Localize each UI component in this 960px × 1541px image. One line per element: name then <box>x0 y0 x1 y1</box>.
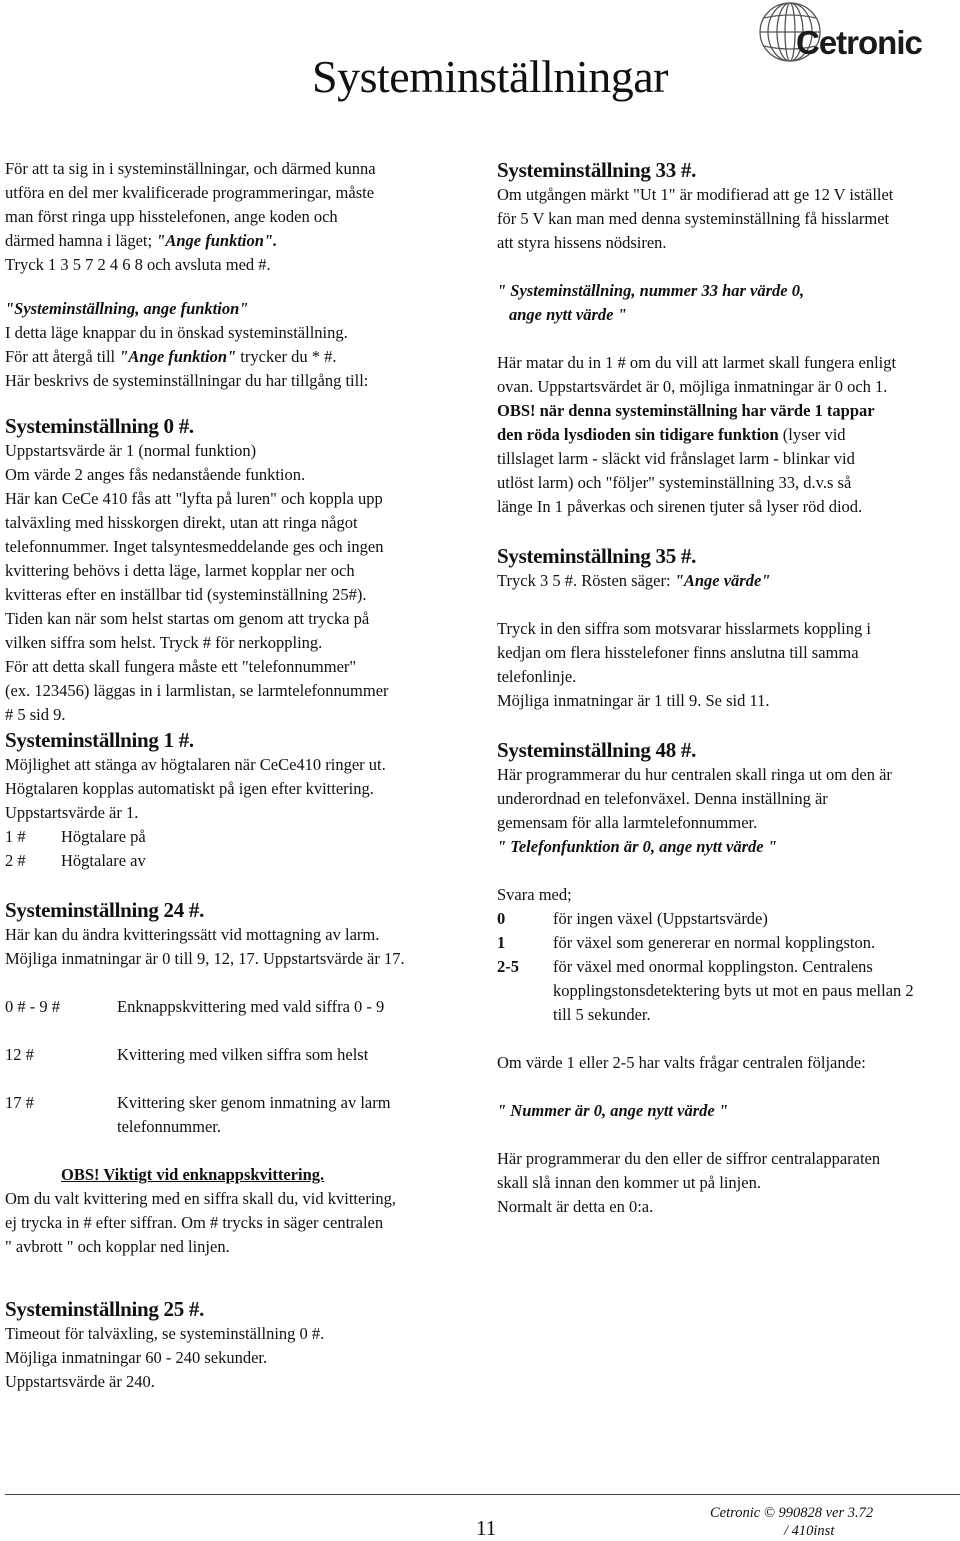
s33-line: tillslaget larm - släckt vid frånslaget larm - blinkar vid <box>497 449 855 468</box>
obs-line: ej trycka in # efter siffran. Om # trycks in säger centralen <box>5 1213 384 1232</box>
option-text: Kvittering sker genom inmatning av larm telefonnummer. <box>117 1093 391 1136</box>
s25-line: Uppstartsvärde är 240. <box>5 1372 155 1391</box>
option-text: för växel som genererar en normal kopplingston. <box>553 933 876 952</box>
footer-divider <box>5 1494 960 1495</box>
s33-prompt: ange nytt värde " <box>509 305 627 324</box>
right-column <box>497 157 957 1219</box>
s33-line: att styra hissens nödsiren. <box>497 233 667 252</box>
option-key: 12 # <box>5 1045 34 1064</box>
intro-line: man först ringa upp hisstelefonen, ange koden och <box>5 207 338 226</box>
s1-option <box>5 825 470 849</box>
s35-italic: "Ange värde" <box>674 571 771 590</box>
mode-line <box>5 345 470 369</box>
s48-prompt: " Nummer är 0, ange nytt värde " <box>497 1101 728 1120</box>
option-text: för växel med onormal kopplingston. Centralens kopplingstonsdetektering byts ut mot en paus mellan 2 till 5 sekunder. <box>553 957 914 1024</box>
s24-option <box>5 1043 470 1067</box>
option-text: Högtalare på <box>61 827 146 846</box>
s48-option <box>497 907 957 931</box>
obs-line: Om du valt kvittering med en siffra skall du, vid kvittering, <box>5 1189 397 1208</box>
s0-line: kvitteras efter en inställbar tid (systeminställning 25#). <box>5 585 367 604</box>
section-heading-0: Systeminställning 0 #. <box>5 414 194 438</box>
s48-answer: Svara med; <box>497 885 572 904</box>
s33-obs <box>497 423 957 447</box>
page-title: Systeminställningar <box>312 51 668 102</box>
s1-option <box>5 849 470 873</box>
option-text: för ingen växel (Uppstartsvärde) <box>553 909 768 928</box>
s35-text: Tryck 3 5 #. Rösten säger: <box>497 571 675 590</box>
intro-text: därmed hamna i läget; <box>5 231 157 250</box>
mode-text: För att återgå till <box>5 347 120 366</box>
option-key: 1 <box>497 933 506 952</box>
s24-option <box>5 995 470 1019</box>
s0-line: (ex. 123456) läggas in i larmlistan, se larmtelefonnummer <box>5 681 389 700</box>
intro-line: utföra en del mer kvalificerade programmeringar, måste <box>5 183 375 202</box>
s24-line: Här kan du ändra kvitteringssätt vid mottagning av larm. <box>5 925 380 944</box>
footer-info <box>710 1504 873 1540</box>
s0-line: telefonnummer. Inget talsyntesmeddelande ges och ingen <box>5 537 384 556</box>
s0-line: Tiden kan när som helst startas om genom att trycka på <box>5 609 370 628</box>
s0-line: För att detta skall fungera måste ett "telefonnummer" <box>5 657 357 676</box>
section-heading-48: Systeminställning 48 #. <box>497 738 697 762</box>
s48-line: underordnad en telefonväxel. Denna inställning är <box>497 789 828 808</box>
option-key: 2-5 <box>497 957 519 976</box>
s35-line: Möjliga inmatningar är 1 till 9. Se sid 11. <box>497 691 770 710</box>
section-heading-25: Systeminställning 25 #. <box>5 1297 205 1321</box>
s0-line: talväxling med hisskorgen direkt, utan att ringa något <box>5 513 358 532</box>
mode-line: I detta läge knappar du in önskad systeminställning. <box>5 323 348 342</box>
section-25 <box>5 1296 470 1394</box>
logo-wordmark: Cetronic <box>796 24 922 61</box>
s48-line: skall slå innan den kommer ut på linjen. <box>497 1173 761 1192</box>
s48-follow: Om värde 1 eller 2-5 har valts frågar centralen följande: <box>497 1053 866 1072</box>
s33-line: Här matar du in 1 # om du vill att larmet skall fungera enligt <box>497 353 897 372</box>
s35-line: kedjan om flera hisstelefoner finns anslutna till samma <box>497 643 859 662</box>
option-key: 2 # <box>5 851 26 870</box>
page-number: 11 <box>476 1516 497 1540</box>
option-key: 0 <box>497 909 506 928</box>
s33-obs-tail: (lyser vid <box>778 425 846 444</box>
s0-line: vilken siffra som helst. Tryck # för nerkoppling. <box>5 633 323 652</box>
option-text: Högtalare av <box>61 851 146 870</box>
s48-line: gemensam för alla larmtelefonnummer. <box>497 813 758 832</box>
s24-option <box>5 1091 470 1139</box>
section-heading-1: Systeminställning 1 #. <box>5 728 194 752</box>
s0-line: Här kan CeCe 410 fås att "lyfta på luren" och koppla upp <box>5 489 383 508</box>
obs-title: OBS! Viktigt vid enknappskvittering. <box>61 1165 325 1184</box>
s0-line: # 5 sid 9. <box>5 705 66 724</box>
intro-line: För att ta sig in i systeminställningar, och därmed kunna <box>5 159 376 178</box>
s24-line: Möjliga inmatningar är 0 till 9, 12, 17. Uppstartsvärde är 17. <box>5 949 405 968</box>
mode-text: trycker du * #. <box>236 347 337 366</box>
s48-option <box>497 955 957 1027</box>
footer-line: Cetronic © 990828 ver 3.72 <box>710 1505 874 1521</box>
s33-line: länge In 1 påverkas och sirenen tjuter så lyser röd diod. <box>497 497 863 516</box>
s33-line: Om utgången märkt "Ut 1" är modifierad att ge 12 V istället <box>497 185 894 204</box>
mode-title: "Systeminställning, ange funktion" <box>5 299 249 318</box>
intro-line <box>5 229 470 253</box>
s35-line: Tryck in den siffra som motsvarar hisslarmets koppling i <box>497 619 871 638</box>
s33-line: för 5 V kan man med denna systeminställning få hisslarmet <box>497 209 890 228</box>
left-column <box>5 157 470 1259</box>
s48-line: Här programmerar du den eller de siffror centralapparaten <box>497 1149 881 1168</box>
s35-line <box>497 569 957 593</box>
mode-line: Här beskrivs de systeminställningar du har tillgång till: <box>5 371 369 390</box>
s0-line: Om värde 2 anges fås nedanstående funktion. <box>5 465 306 484</box>
s33-obs: OBS! när denna systeminställning har värde 1 tappar <box>497 401 875 420</box>
option-key: 0 # - 9 # <box>5 997 60 1016</box>
intro-line: Tryck 1 3 5 7 2 4 6 8 och avsluta med #. <box>5 255 271 274</box>
s1-line: Uppstartsvärde är 1. <box>5 803 139 822</box>
s25-line: Timeout för talväxling, se systeminställning 0 #. <box>5 1324 325 1343</box>
s0-line: kvittering behövs i detta läge, larmet kopplar ner och <box>5 561 355 580</box>
s33-line: utlöst larm) och "följer" systeminställning 33, d.v.s så <box>497 473 852 492</box>
s48-option <box>497 931 957 955</box>
option-key: 17 # <box>5 1093 34 1112</box>
option-key: 1 # <box>5 827 26 846</box>
option-text: Enknappskvittering med vald siffra 0 - 9 <box>117 997 385 1016</box>
s48-prompt: " Telefonfunktion är 0, ange nytt värde " <box>497 837 777 856</box>
section-heading-33: Systeminställning 33 #. <box>497 158 697 182</box>
option-text: Kvittering med vilken siffra som helst <box>117 1045 369 1064</box>
s1-line: Högtalaren kopplas automatiskt på igen efter kvittering. <box>5 779 374 798</box>
mode-italic: "Ange funktion" <box>119 347 237 366</box>
s1-line: Möjlighet att stänga av högtalaren när CeCe410 ringer ut. <box>5 755 386 774</box>
s33-line: ovan. Uppstartsvärdet är 0, möjliga inmatningar är 0 och 1. <box>497 377 888 396</box>
intro-italic: "Ange funktion". <box>156 231 278 250</box>
s0-line: Uppstartsvärde är 1 (normal funktion) <box>5 441 257 460</box>
s33-prompt: " Systeminställning, nummer 33 har värde 0, <box>497 281 805 300</box>
s35-line: telefonlinje. <box>497 667 577 686</box>
s33-obs-bold: den röda lysdioden sin tidigare funktion <box>497 425 779 444</box>
footer-line: / 410inst <box>784 1523 835 1539</box>
s48-line: Normalt är detta en 0:a. <box>497 1197 654 1216</box>
obs-line: " avbrott " och kopplar ned linjen. <box>5 1237 230 1256</box>
s48-line: Här programmerar du hur centralen skall ringa ut om den är <box>497 765 892 784</box>
section-heading-35: Systeminställning 35 #. <box>497 544 697 568</box>
section-heading-24: Systeminställning 24 #. <box>5 898 205 922</box>
s25-line: Möjliga inmatningar 60 - 240 sekunder. <box>5 1348 268 1367</box>
